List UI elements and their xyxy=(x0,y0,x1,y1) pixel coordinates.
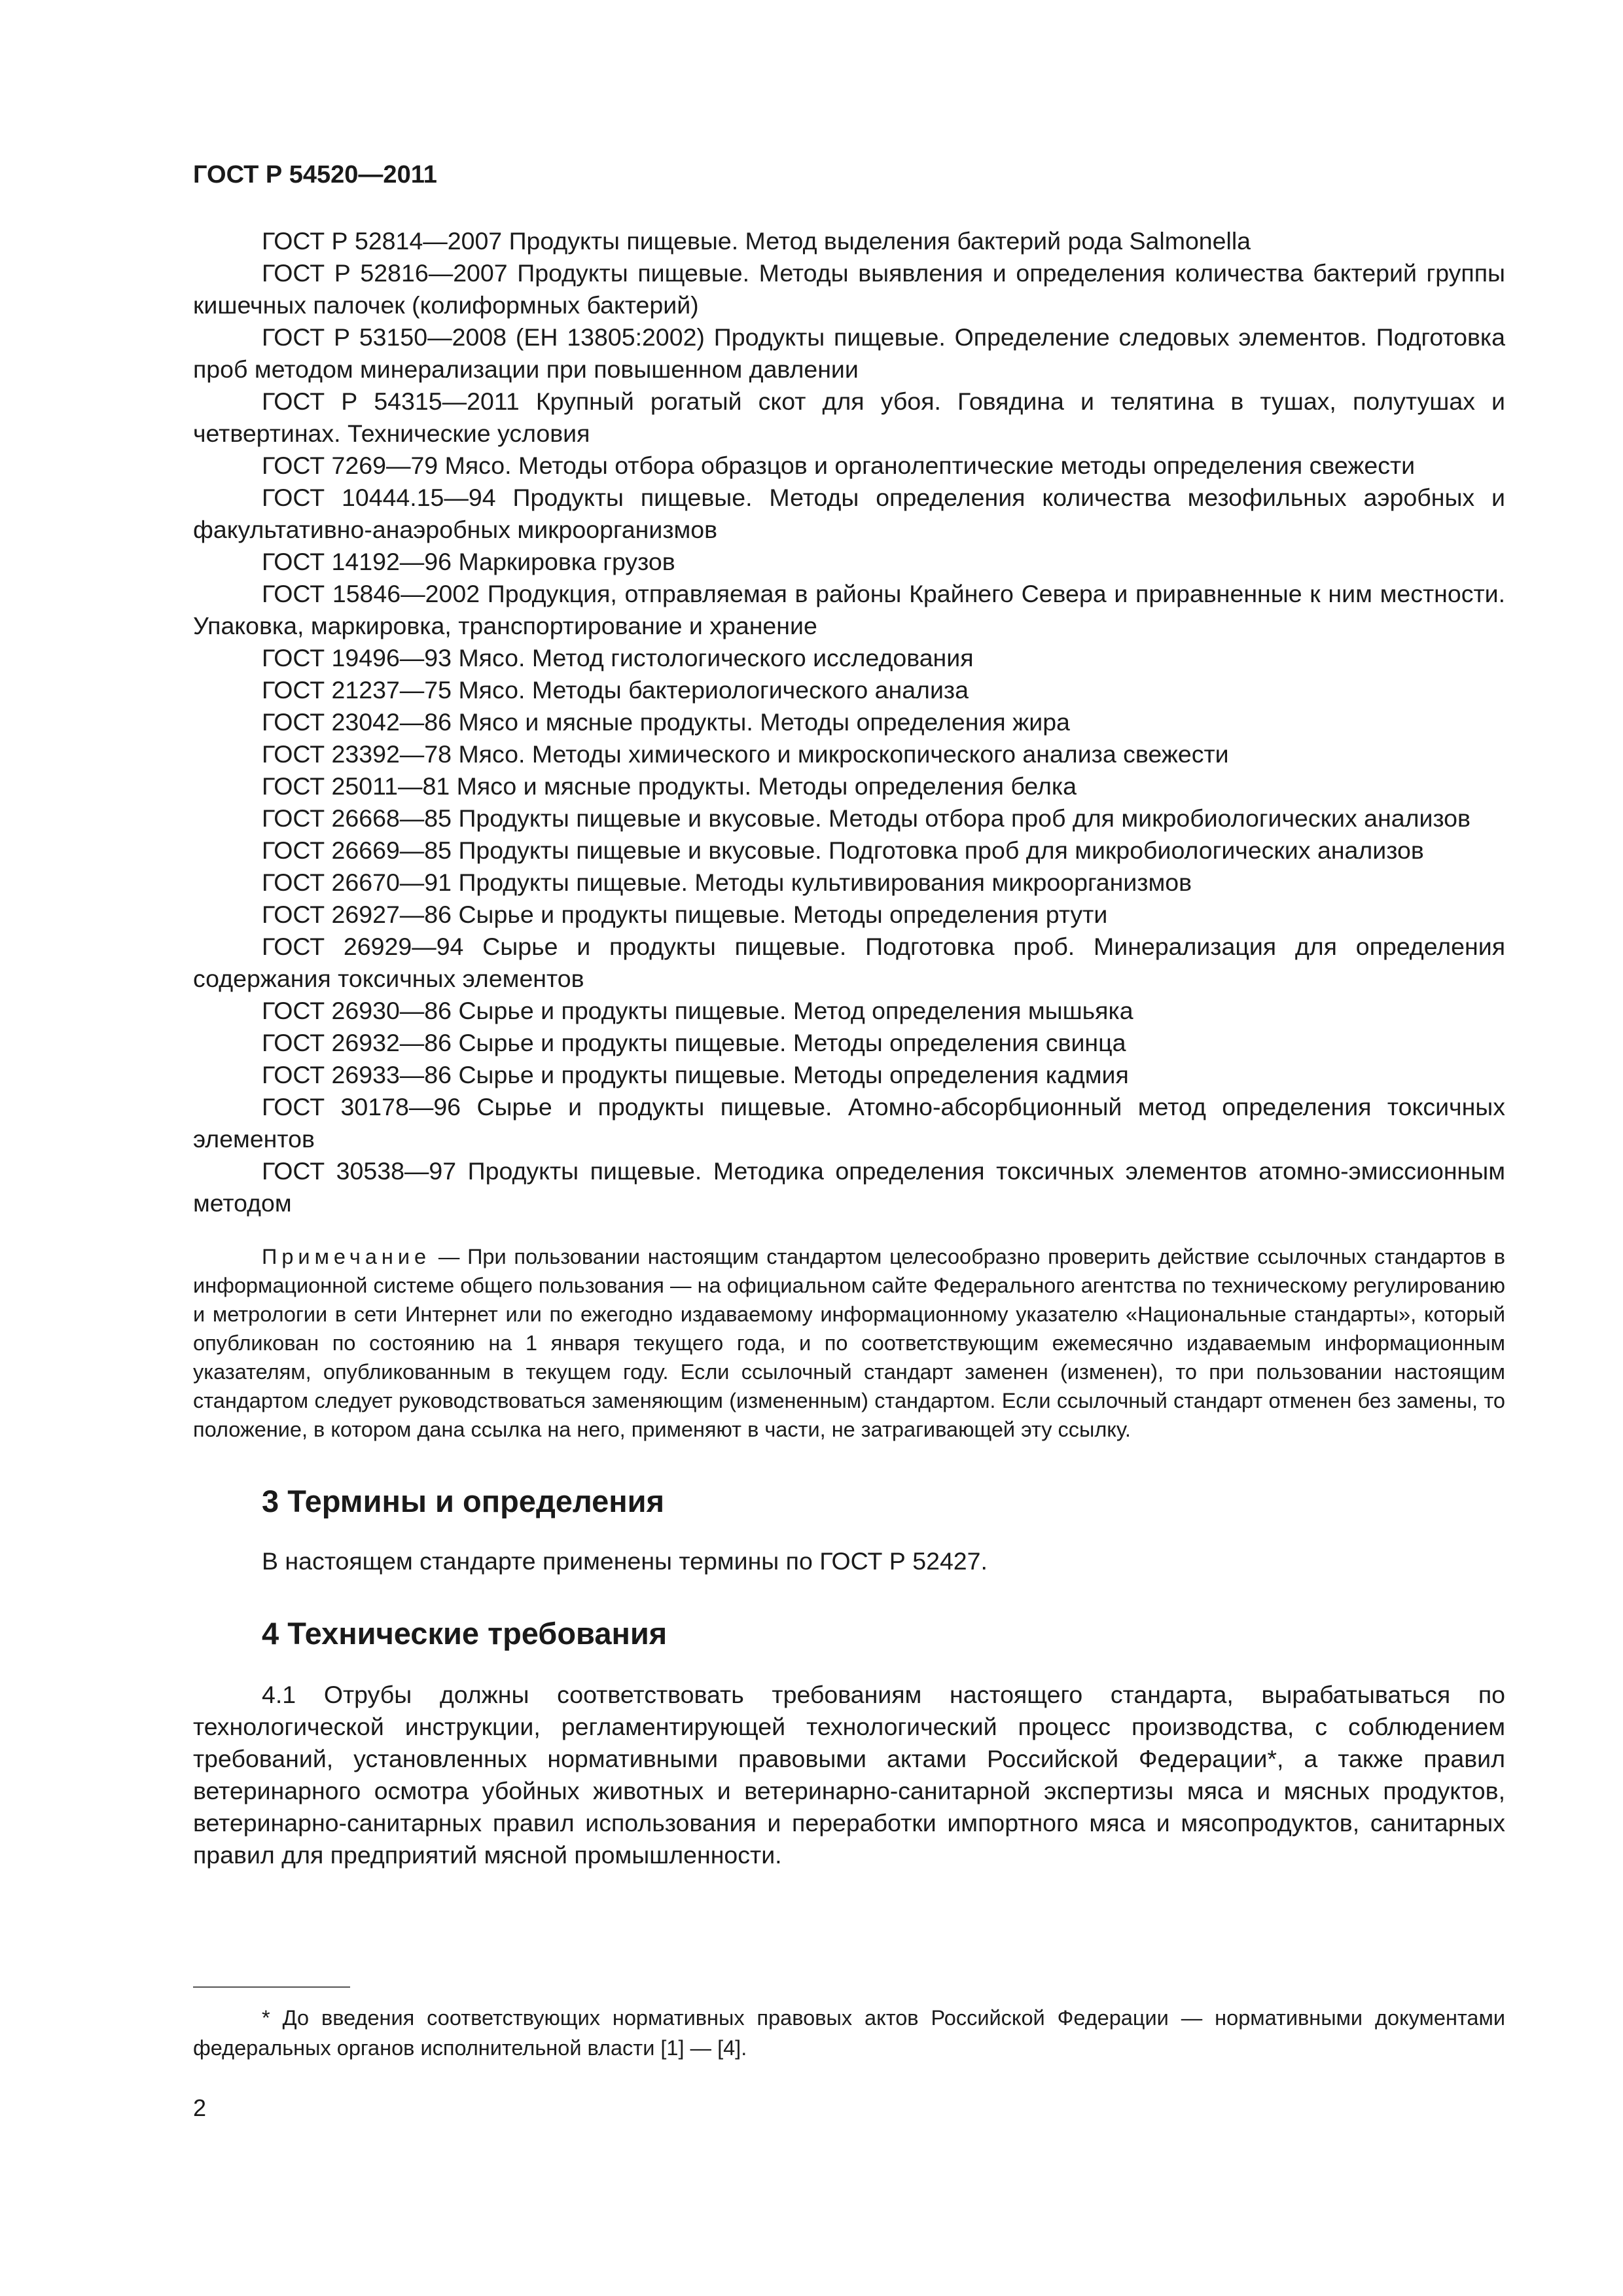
footnote-divider xyxy=(193,1986,350,1988)
reference-item: ГОСТ 23042—86 Мясо и мясные продукты. Методы определения жира xyxy=(262,708,1070,736)
reference-item: ГОСТ 23392—78 Мясо. Методы химического и микроскопического анализа свежести xyxy=(262,740,1229,768)
reference-item: ГОСТ 26669—85 Продукты пищевые и вкусовые. Подготовка проб для микробиологических анализов xyxy=(262,836,1424,864)
reference-item: ГОСТ Р 52814—2007 Продукты пищевые. Метод выделения бактерий рода Salmonella xyxy=(262,227,1251,255)
reference-item: ГОСТ 21237—75 Мясо. Методы бактериологического анализа xyxy=(262,676,969,704)
reference-item: ГОСТ Р 54315—2011 Крупный рогатый скот для убоя. Говядина и телятина в тушах, полутушах и четвертинах. Технические условия xyxy=(193,387,1505,447)
reference-item: ГОСТ 19496—93 Мясо. Метод гистологического исследования xyxy=(262,644,974,672)
page-content xyxy=(193,225,1505,1871)
section-3-heading: 3 Термины и определения xyxy=(262,1484,664,1518)
reference-item: ГОСТ 7269—79 Мясо. Методы отбора образцов и органолептические методы определения свежести xyxy=(262,452,1416,479)
page-number: 2 xyxy=(193,2094,207,2121)
reference-item: ГОСТ 26670—91 Продукты пищевые. Методы культивирования микроорганизмов xyxy=(262,869,1192,896)
reference-item: ГОСТ 30538—97 Продукты пищевые. Методика определения токсичных элементов атомно-эмиссионным методом xyxy=(193,1157,1505,1217)
reference-item: ГОСТ 10444.15—94 Продукты пищевые. Методы определения количества мезофильных аэробных и факультативно-анаэробных микроорганизмов xyxy=(193,484,1505,543)
reference-item: ГОСТ 26932—86 Сырье и продукты пищевые. Методы определения свинца xyxy=(262,1029,1126,1056)
section-4-heading: 4 Технические требования xyxy=(262,1616,668,1651)
section-4-1-text: 4.1 Отрубы должны соответствовать требованиям настоящего стандарта, вырабатываться по технологической инструкции, регламентирующей технологический процесс производства, с соблюдением требований, установленных нормативными правовыми актами Российской Федерации*, а также правил ветеринарного осмотра убойных животных и ветеринарно-санитарной экспертизы мяса и мясных продуктов, ветеринарно-санитарных правил использования и переработки импортного мяса и мясопродуктов, санитарных правил для предприятий мясной промышленности. xyxy=(193,1681,1505,1869)
note-paragraph xyxy=(193,1242,1505,1444)
normative-references-list xyxy=(193,225,1505,1219)
reference-item: ГОСТ 26668—85 Продукты пищевые и вкусовые. Методы отбора проб для микробиологических анализов xyxy=(262,804,1471,832)
reference-item: ГОСТ 15846—2002 Продукция, отправляемая в районы Крайнего Севера и приравненные к ним местности. Упаковка, маркировка, транспортирование и хранение xyxy=(193,580,1505,639)
reference-item: ГОСТ Р 52816—2007 Продукты пищевые. Методы выявления и определения количества бактерий группы кишечных палочек (колиформных бактерий) xyxy=(193,259,1505,319)
reference-item: ГОСТ 14192—96 Маркировка грузов xyxy=(262,548,675,575)
reference-item: ГОСТ Р 53150—2008 (ЕН 13805:2002) Продукты пищевые. Определение следовых элементов. Подготовка проб методом минерализации при повышенном давлении xyxy=(193,323,1505,383)
section-3-text: В настоящем стандарте применены термины по ГОСТ Р 52427. xyxy=(262,1547,988,1575)
reference-item: ГОСТ 26930—86 Сырье и продукты пищевые. Метод определения мышьяка xyxy=(262,997,1133,1024)
reference-item: ГОСТ 26933—86 Сырье и продукты пищевые. Методы определения кадмия xyxy=(262,1061,1129,1088)
page-header-doc-id: ГОСТ Р 54520—2011 xyxy=(193,161,437,188)
note-text: — При пользовании настоящим стандартом целесообразно проверить действие ссылочных стандартов в информационной системе общего пользования — на официальном сайте Федерального агентства по техническому регулированию и метрологии в сети Интернет или по ежегодно издаваемому информационному указателю «Национальные стандарты», который опубликован по состоянию на 1 января текущего года, и по соответствующим ежемесячно издаваемым информационным указателям, опубликованным в текущем году. Если ссылочный стандарт заменен (изменен), то при пользовании настоящим стандартом следует руководствоваться заменяющим (измененным) стандартом. Если ссылочный стандарт отменен без замены, то положение, в котором дана ссылка на него, применяют в части, не затрагивающей эту ссылку. xyxy=(193,1245,1505,1441)
reference-item: ГОСТ 26927—86 Сырье и продукты пищевые. Методы определения ртути xyxy=(262,901,1108,928)
reference-item: ГОСТ 30178—96 Сырье и продукты пищевые. Атомно-абсорбционный метод определения токсичных элементов xyxy=(193,1093,1505,1153)
note-label: Примечание xyxy=(262,1245,431,1268)
reference-item: ГОСТ 25011—81 Мясо и мясные продукты. Методы определения белка xyxy=(262,772,1077,800)
footnote: * До введения соответствующих нормативных правовых актов Российской Федерации — нормативными документами федеральных органов исполнительной власти [1] — [4]. xyxy=(193,2006,1505,2060)
reference-item: ГОСТ 26929—94 Сырье и продукты пищевые. Подготовка проб. Минерализация для определения содержания токсичных элементов xyxy=(193,933,1505,992)
